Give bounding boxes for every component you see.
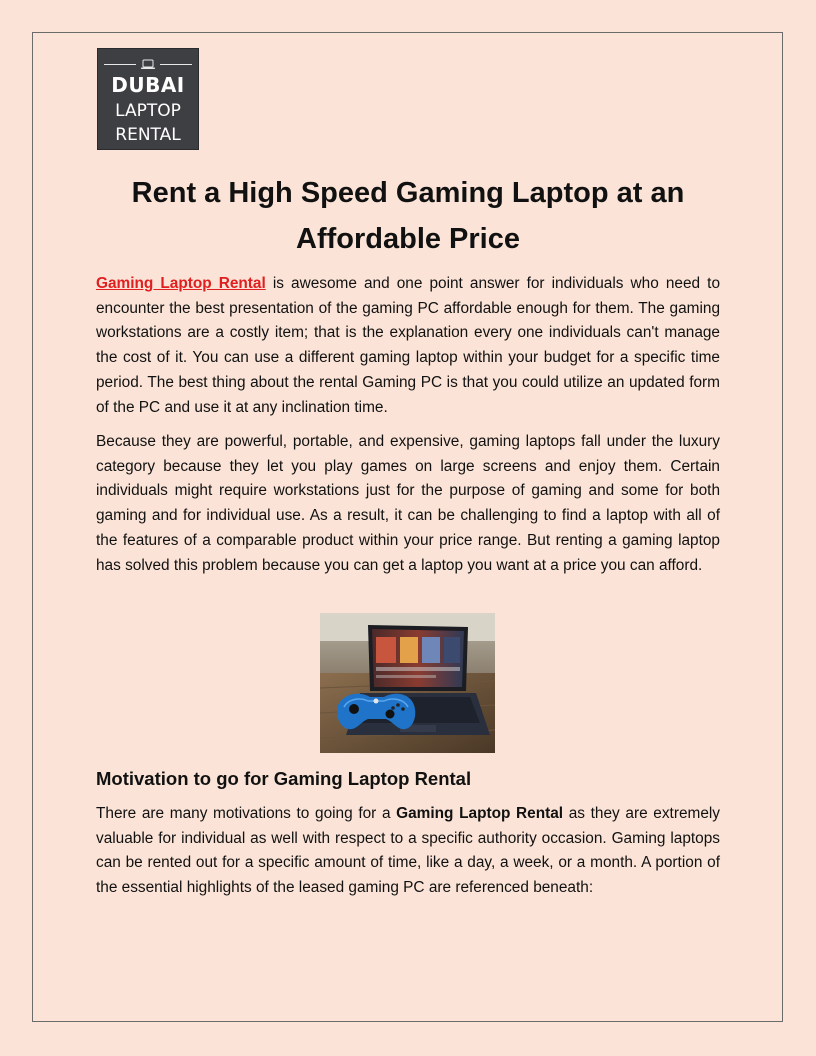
page-title: Rent a High Speed Gaming Laptop at an Affordable Price	[131, 177, 685, 255]
logo-line-1: DUBAI	[111, 73, 185, 97]
logo-line-3: RENTAL	[115, 125, 181, 145]
gaming-laptop-rental-link[interactable]: Gaming Laptop Rental	[96, 275, 266, 292]
motivation-paragraph	[96, 802, 720, 901]
logo-line-2: LAPTOP	[115, 101, 181, 121]
laptop-photo-illustration	[320, 613, 495, 753]
second-paragraph: Because they are powerful, portable, and expensive, gaming laptops fall under the luxury category because they let you play games on large screens and enjoy them. Certain individuals might require workstations just for the purpose of gaming and some for both gaming and for individual use. As a result, it can be challenging to find a laptop with all of the features of a comparable product within your price range. But renting a gaming laptop has solved this problem because you can get a laptop you want at a price you can afford.	[96, 433, 720, 574]
motivation-text-before: There are many motivations to going for a	[96, 805, 397, 822]
laptop-controller-photo	[320, 613, 495, 753]
laptop-icon	[140, 59, 156, 70]
intro-paragraph	[96, 272, 720, 420]
logo-top-ornament	[104, 59, 192, 69]
company-logo	[97, 48, 199, 150]
motivation-bold-term: Gaming Laptop Rental	[396, 805, 564, 822]
section-heading: Motivation to go for Gaming Laptop Rental	[96, 768, 472, 789]
intro-paragraph-text: is awesome and one point answer for individuals who need to encounter the best presentation of the gaming PC affordable enough for them. The gaming workstations are a costly item; that is the explanation every one individuals can't manage the cost of it. You can use a different gaming laptop within your budget for a specific time period. The best thing about the rental Gaming PC is that you could utilize an updated form of the PC and use it at any inclination time.	[96, 275, 721, 416]
motivation-text-after: as they are extremely valuable for individual as well with respect to a specific authority occasion. Gaming laptops can be rented out for a specific amount of time, like a day, a week, or a month. A portion of the essential highlights of the leased gaming PC are referenced beneath:	[96, 805, 721, 897]
